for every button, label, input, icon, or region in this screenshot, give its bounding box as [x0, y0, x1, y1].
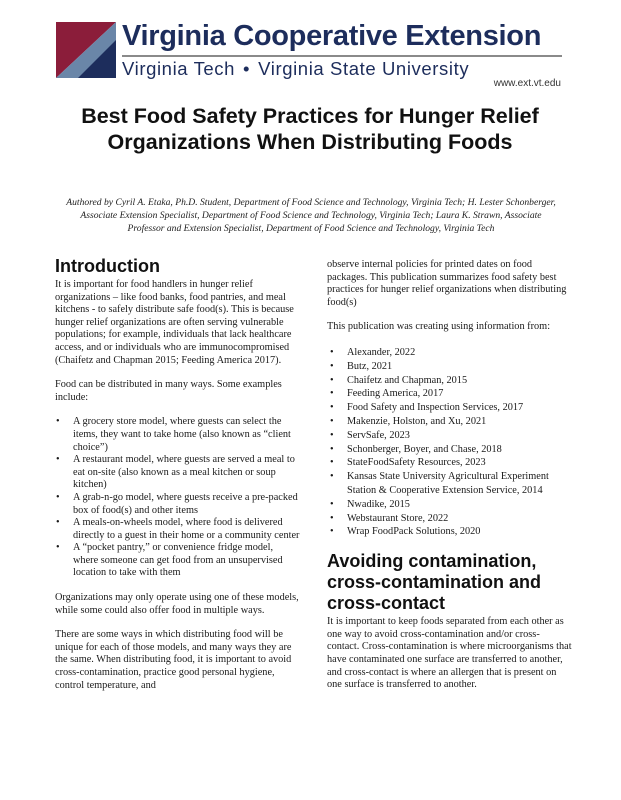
list-item: • Schonberger, Boyer, and Chase, 2018	[347, 443, 572, 457]
list-item: • Feeding America, 2017	[347, 387, 572, 401]
university-line	[122, 58, 469, 80]
models-paragraph: Organizations may only operate using one of these models, while some could also offer food in multiple ways.	[55, 592, 299, 616]
document-title: Best Food Safety Practices for Hunger Relief Organizations When Distributing Foods	[81, 104, 539, 154]
left-column	[55, 256, 300, 704]
list-item: • Chaifetz and Chapman, 2015	[347, 374, 572, 388]
list-item: • A grocery store model, where guests can select the items, they want to take home (also known as “client choice”)	[73, 416, 300, 454]
list-item: • A grab-n-go model, where guests receive a pre-packed box of food(s) and other items	[73, 492, 300, 517]
list-item: • Makenzie, Holston, and Xu, 2021	[347, 415, 572, 429]
author-credits: Authored by Cyril A. Etaka, Ph.D. Student, Department of Food Science and Technology, Virginia Tech; H. Lester Schonberger, Associate Extension Specialist, Department of Food Science and Technology, Virginia Tech; Laura K. Strawn, Associate Professor and Extension Specialist, Department of Food Science and Technology, Virginia Tech	[66, 197, 556, 234]
university-vt: Virginia Tech	[122, 58, 236, 79]
sources-intro: This publication was creating using information from:	[327, 321, 551, 333]
list-item: • ServSafe, 2023	[347, 429, 572, 443]
vce-logo-mark-icon	[56, 22, 116, 78]
list-item: • Nwadike, 2015	[347, 498, 572, 512]
list-item: • A “pocket pantry,” or convenience fridge model, where someone can get food from an unsupervised location to take with them	[73, 542, 300, 580]
intro-paragraph: It is important for food handlers in hunger relief organizations – like food banks, food pantries, and meal kitchens - to safely distribute safe food(s). This is because hunger relief organizations are often serving vulnerable populations; for example, individuals that lack healthcare access, and or individuals who are immunocompromised (Chaifetz and Chapman 2015; Feeding America 2017).	[55, 279, 294, 366]
unique-ways-paragraph: There are some ways in which distributing food will be unique for each of those models, and many ways they are the same. When distributing food, it is important to avoid cross-contamination, practice good personal hygiene, control temperature, and	[55, 629, 292, 691]
list-item: • A restaurant model, where guests are served a meal to eat on-site (also known as a meal kitchen or soup kitchen)	[73, 454, 300, 492]
list-item: • Butz, 2021	[347, 360, 572, 374]
list-item: • Food Safety and Inspection Services, 2017	[347, 401, 572, 415]
right-column	[327, 259, 572, 704]
contamination-paragraph: It is important to keep foods separated from each other as one way to avoid cross-contamination and/or cross-contact. Cross-contamination is where microorganisms that have contaminated one surface are transferred to another, and cross-contact is where an allergen that is present on one surface is transferred to another.	[327, 616, 572, 691]
contamination-heading: Avoiding contamination, cross-contamination and cross-contact	[327, 551, 542, 614]
sources-list	[327, 346, 572, 539]
list-item: • Webstaurant Store, 2022	[347, 512, 572, 526]
distribution-paragraph: Food can be distributed in many ways. Some examples include:	[55, 379, 282, 403]
university-vsu: Virginia State University	[258, 58, 470, 79]
header-rule	[122, 55, 562, 57]
introduction-heading: Introduction	[55, 256, 160, 276]
org-name: Virginia Cooperative Extension	[122, 20, 542, 52]
list-item: • A meals-on-wheels model, where food is delivered directly to a guest in their home or a community center	[73, 517, 300, 542]
summary-paragraph: observe internal policies for printed dates on food packages. This publication summarizes food safety best practices for hunger relief organizations when distributing food(s)	[327, 259, 567, 308]
extension-header	[56, 20, 571, 92]
list-item: • Alexander, 2022	[347, 346, 572, 360]
university-separator: •	[243, 58, 251, 79]
list-item: • StateFoodSafety Resources, 2023	[347, 456, 572, 470]
list-item: • Wrap FoodPack Solutions, 2020	[347, 525, 572, 539]
list-item: • Kansas State University Agricultural Experiment Station & Cooperative Extension Service, 2014	[347, 470, 572, 498]
distribution-models-list	[55, 416, 300, 580]
website-url[interactable]: www.ext.vt.edu	[493, 78, 561, 89]
